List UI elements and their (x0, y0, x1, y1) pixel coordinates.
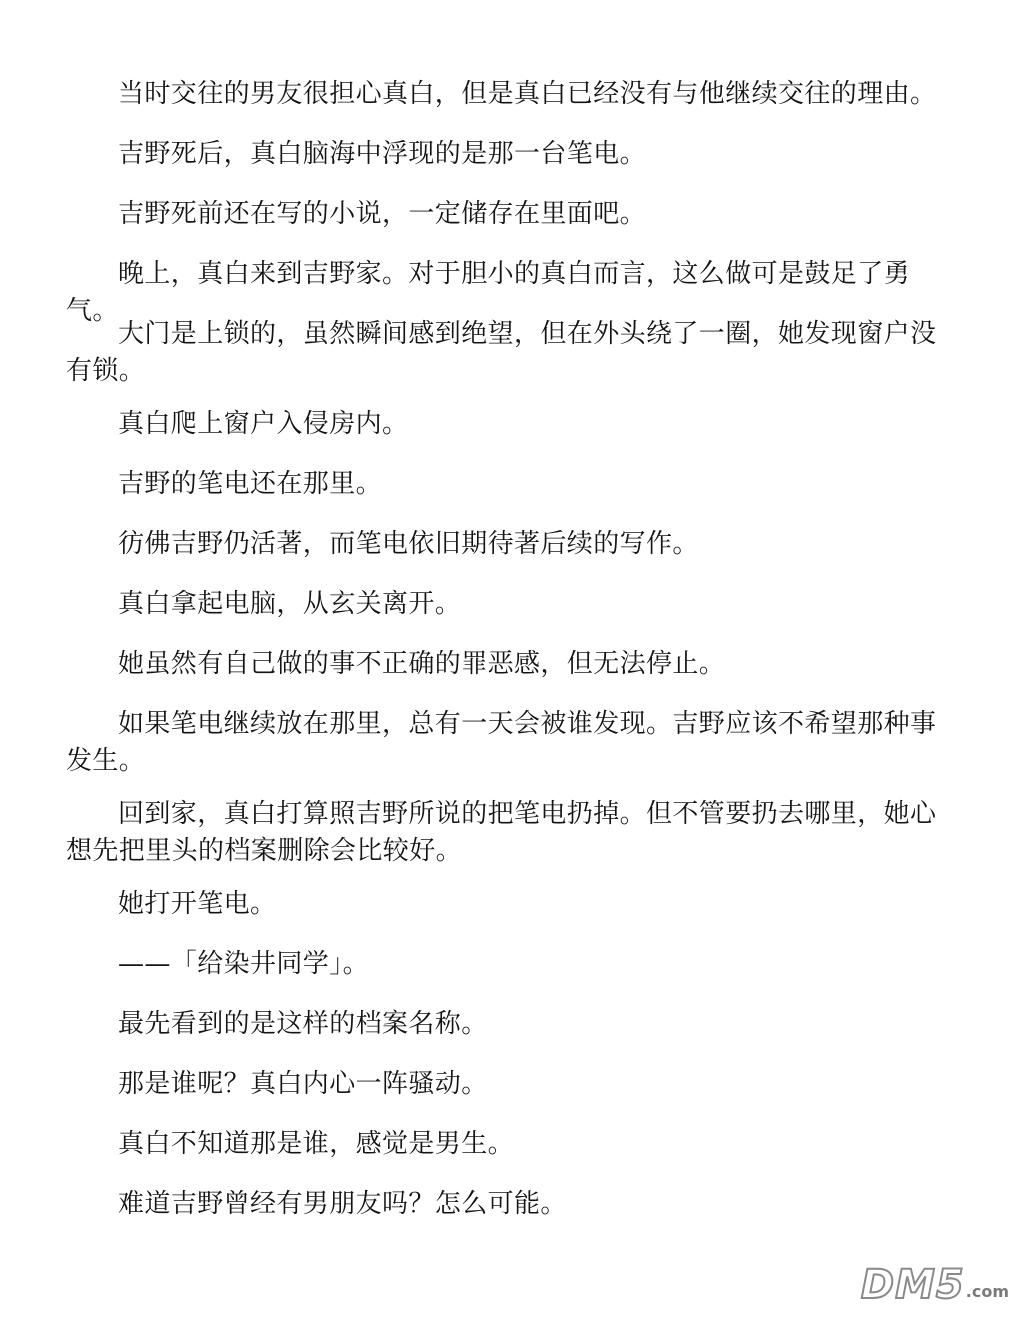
paragraph: 真白爬上窗户入侵房内。 (118, 409, 409, 439)
paragraph: 那是谁呢？真白内心一阵骚动。 (118, 1069, 488, 1099)
paragraph: 当时交往的男友很担心真白，但是真白已经没有与他继续交往的理由。 (118, 79, 937, 109)
site-watermark (860, 1262, 1009, 1308)
watermark-logo-text: DM5 (860, 1262, 965, 1308)
paragraph: 她虽然有自己做的事不正确的罪恶感，但无法停止。 (118, 649, 726, 679)
paragraph: 吉野死前还在写的小说，一定储存在里面吧。 (118, 199, 647, 229)
paragraph: 晚上，真白来到吉野家。对于胆小的真白而言，这么做可是鼓足了勇气。 (66, 259, 911, 326)
paragraph: 回到家，真白打算照吉野所说的把笔电扔掉。但不管要扔去哪里，她心想先把里头的档案删除会比较好。 (66, 799, 937, 866)
paragraph: 吉野死后，真白脑海中浮现的是那一台笔电。 (118, 139, 647, 169)
paragraph: 如果笔电继续放在那里，总有一天会被谁发现。吉野应该不希望那种事发生。 (66, 709, 937, 776)
paragraph: 最先看到的是这样的档案名称。 (118, 1009, 488, 1039)
paragraph: 大门是上锁的，虽然瞬间感到绝望，但在外头绕了一圈，她发现窗户没有锁。 (66, 319, 937, 386)
paragraph: 真白不知道那是谁，感觉是男生。 (118, 1129, 515, 1159)
paragraph: 真白拿起电脑，从玄关离开。 (118, 589, 462, 619)
paragraph: 她打开笔电。 (118, 889, 277, 919)
paragraph: ——「给染井同学」。 (118, 949, 370, 979)
watermark-domain-suffix: .com (965, 1282, 1009, 1301)
paragraph: 难道吉野曾经有男朋友吗？怎么可能。 (118, 1189, 567, 1219)
paragraph: 吉野的笔电还在那里。 (118, 469, 383, 499)
paragraph: 彷佛吉野仍活著，而笔电依旧期待著后续的写作。 (118, 529, 699, 559)
